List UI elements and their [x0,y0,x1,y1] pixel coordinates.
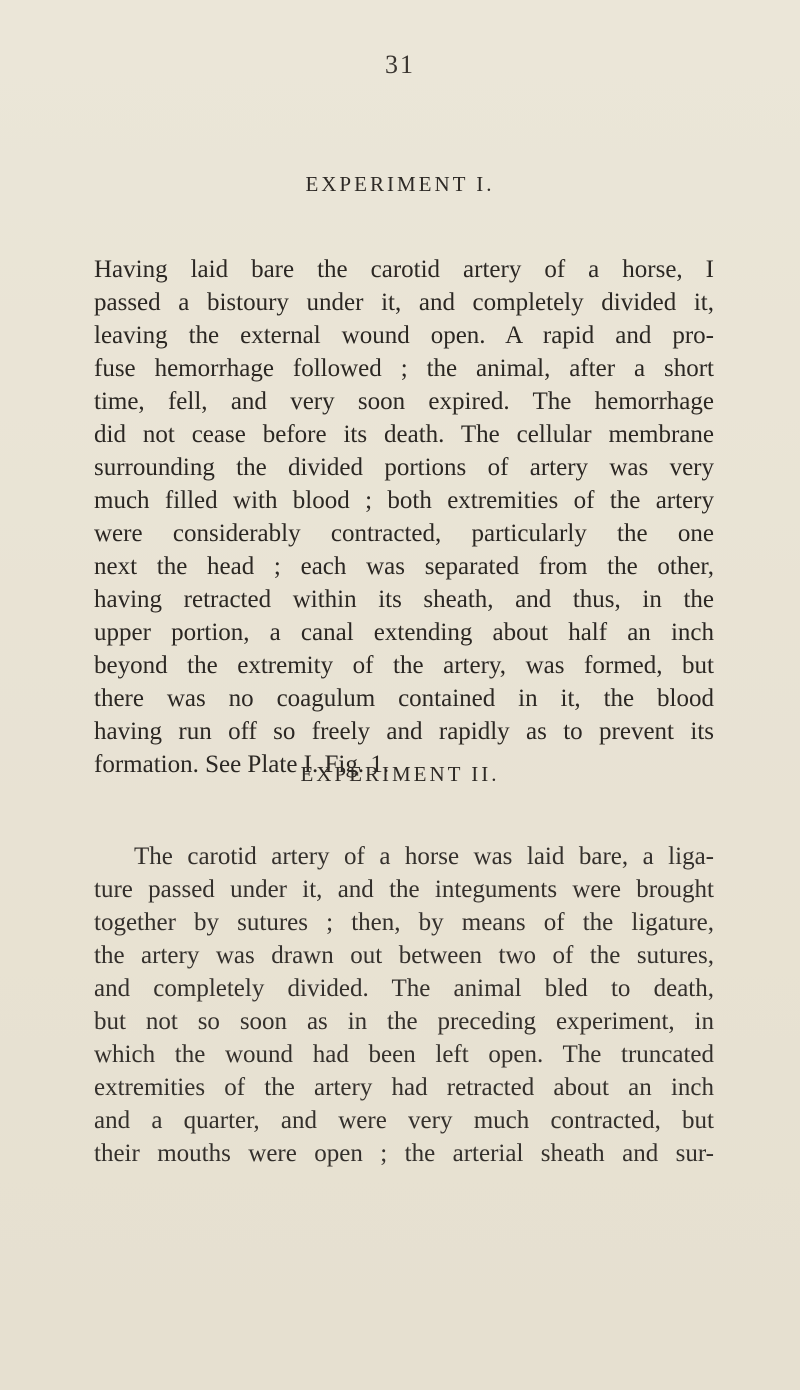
text-line: ture passed under it, and the integuments were brought [94,876,714,903]
text-line: and completely divided. The animal bled to death, [94,975,714,1002]
section-heading-experiment-1: EXPERIMENT I. [305,172,495,196]
text-line: passed a bistoury under it, and completely divided it, [94,289,714,316]
text-line: formation. See Plate I. Fig. 1. [94,751,390,778]
text-line: were considerably contracted, particularly the one [94,520,714,547]
text-line: Having laid bare the carotid artery of a horse, I [94,256,714,283]
section-heading-experiment-2: EXPERIMENT II. [300,762,500,786]
text-line: their mouths were open ; the arterial sheath and sur- [94,1140,714,1167]
text-line: extremities of the artery had retracted about an inch [94,1074,714,1101]
text-line: fuse hemorrhage followed ; the animal, after a short [94,355,714,382]
text-line: having run off so freely and rapidly as to prevent its [94,718,714,745]
text-line: upper portion, a canal extending about half an inch [94,619,714,646]
text-line: which the wound had been left open. The truncated [94,1041,714,1068]
text-line: much filled with blood ; both extremities of the artery [94,487,714,514]
text-line: beyond the extremity of the artery, was formed, but [94,652,714,679]
text-line: did not cease before its death. The cellular membrane [94,421,714,448]
text-line: next the head ; each was separated from the other, [94,553,714,580]
text-line: surrounding the divided portions of artery was very [94,454,714,481]
experiment-1-paragraph [94,253,714,781]
text-line: but not so soon as in the preceding experiment, in [94,1008,714,1035]
experiment-2-paragraph [94,840,714,1170]
text-line: the artery was drawn out between two of the sutures, [94,942,714,969]
page-number: 31 [385,50,415,79]
text-line: there was no coagulum contained in it, the blood [94,685,714,712]
text-line: having retracted within its sheath, and thus, in the [94,586,714,613]
text-line: together by sutures ; then, by means of the ligature, [94,909,714,936]
text-line: leaving the external wound open. A rapid and pro- [94,322,714,349]
text-line: and a quarter, and were very much contracted, but [94,1107,714,1134]
text-line: The carotid artery of a horse was laid bare, a liga- [134,843,714,870]
text-line: time, fell, and very soon expired. The hemorrhage [94,388,714,415]
